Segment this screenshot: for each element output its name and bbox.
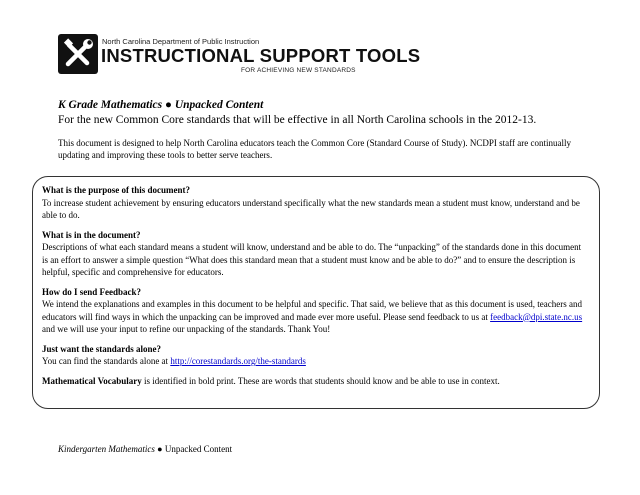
page-footer (58, 444, 232, 454)
brand-tagline: FOR ACHIEVING NEW STANDARDS (241, 67, 356, 74)
vocab-rest: is identified in bold print. These are words that students should know and be able to use in context. (141, 375, 500, 386)
footer-left: Kindergarten Mathematics (58, 444, 155, 454)
vocab-bold: Mathematical Vocabulary (42, 375, 142, 386)
purpose-section (42, 184, 589, 222)
feedback-question: How do I send Feedback? (42, 286, 142, 297)
doc-intro: This document is designed to help North Carolina educators teach the Common Core (Standard Course of Study). NCDPI staff are continually updating and improving these tools to better serve teachers. (58, 138, 571, 160)
standards-link[interactable]: http://corestandards.org/the-standards (170, 356, 306, 366)
footer-right: ● Unpacked Content (154, 444, 233, 454)
brand-title: INSTRUCTIONAL SUPPORT TOOLS (101, 45, 421, 66)
feedback-section (42, 286, 589, 336)
feedback-answer (42, 298, 589, 336)
purpose-question: What is the purpose of this document? (42, 185, 191, 195)
contents-question: What is in the document? (42, 229, 141, 240)
standards-question: Just want the standards alone? (42, 343, 162, 354)
standards-section (42, 343, 589, 368)
tools-icon (58, 34, 98, 74)
doc-title: K Grade Mathematics ● Unpacked Content (58, 99, 264, 111)
feedback-text: We intend the explanations and examples in this document to be helpful and specific. That said, we believe that as this document is used, teachers and educators will find ways in which the unpacking can be improved and made ever more useful. Please send feedback to us at (42, 299, 582, 322)
feedback-email-link[interactable]: feedback@dpi.state.nc.us (490, 311, 583, 322)
feedback-text-end: and we will use your input to refine our unpacking of the standards. Thank You! (42, 324, 331, 334)
purpose-answer: To increase student achievement by ensuring educators understand specifically what the new standards mean a student must know, understand and be able to do. (42, 197, 580, 220)
standards-text: You can find the standards alone at (42, 356, 171, 366)
ist-logo (58, 34, 421, 80)
vocab-section (42, 375, 589, 388)
vocab-note (42, 375, 589, 388)
contents-answer: Descriptions of what each standard means a student will know, understand and be able to do. The “unpacking” of the standards done in this document is an effort to answer a simple question “What does this standard mean that a student must know and be able to do?” and to ensure the description is helpful, specific and comprehensive for educators. (42, 242, 582, 277)
doc-subtitle: For the new Common Core standards that will be effective in all North Carolina schools in the 2012-13. (58, 114, 537, 126)
contents-section (42, 229, 589, 279)
info-box (32, 176, 600, 409)
standards-answer (42, 355, 589, 368)
org-name: North Carolina Department of Public Instruction (102, 37, 260, 46)
